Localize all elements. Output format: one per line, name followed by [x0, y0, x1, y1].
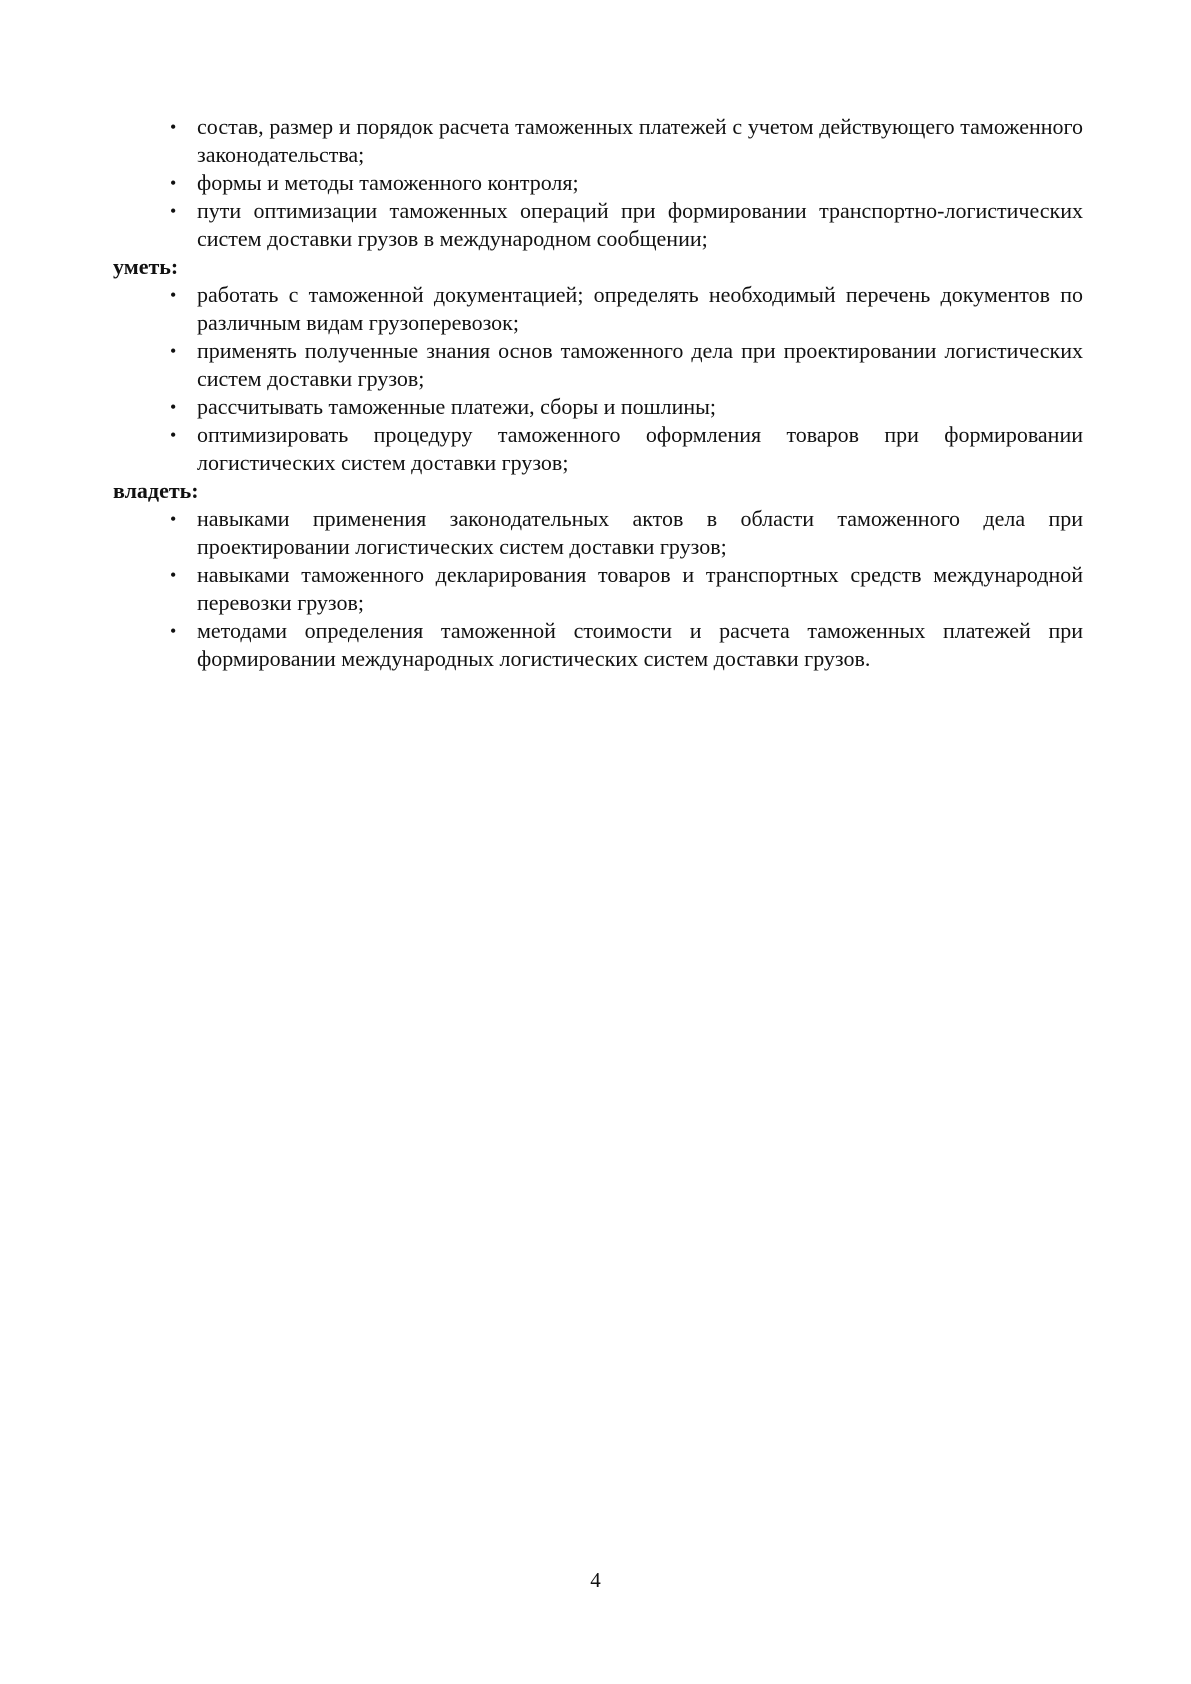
list-item	[170, 617, 1083, 673]
list-item-text: формы и методы таможенного контроля;	[197, 170, 579, 195]
bullet-icon: •	[170, 117, 177, 137]
list-item	[170, 393, 1083, 421]
bullet-icon: •	[170, 565, 177, 585]
list-item	[170, 505, 1083, 561]
list-item	[170, 113, 1083, 169]
list-item-text: навыками применения законодательных актов в области таможенного дела при проектировании логистических систем доставки грузов;	[197, 506, 1083, 559]
section-skills	[113, 253, 1083, 477]
abilities-list	[113, 505, 1083, 673]
section-heading-skills: уметь:	[113, 254, 179, 279]
bullet-icon: •	[170, 509, 177, 529]
list-item-text: состав, размер и порядок расчета таможенных платежей с учетом действующего таможенного законодательства;	[197, 114, 1083, 167]
bullet-icon: •	[170, 425, 177, 445]
bullet-icon: •	[170, 201, 177, 221]
list-item	[170, 421, 1083, 477]
knowledge-list	[113, 113, 1083, 253]
list-item-text: методами определения таможенной стоимости и расчета таможенных платежей при формировании международных логистических систем доставки грузов.	[197, 618, 1083, 671]
list-item-text: навыками таможенного декларирования товаров и транспортных средств международной перевозки грузов;	[197, 562, 1083, 615]
list-item	[170, 169, 1083, 197]
list-item-text: применять полученные знания основ таможенного дела при проектировании логистических систем доставки грузов;	[197, 338, 1083, 391]
bullet-icon: •	[170, 285, 177, 305]
bullet-icon: •	[170, 621, 177, 641]
list-item-text: рассчитывать таможенные платежи, сборы и пошлины;	[197, 394, 717, 419]
bullet-icon: •	[170, 341, 177, 361]
list-item-text: пути оптимизации таможенных операций при формировании транспортно-логистических систем доставки грузов в международном сообщении;	[197, 198, 1083, 251]
list-item-text: работать с таможенной документацией; определять необходимый перечень документов по различным видам грузоперевозок;	[197, 282, 1083, 335]
list-item	[170, 281, 1083, 337]
bullet-icon: •	[170, 173, 177, 193]
document-body	[113, 113, 1083, 673]
list-item-text: оптимизировать процедуру таможенного оформления товаров при формировании логистических систем доставки грузов;	[197, 422, 1083, 475]
skills-list	[113, 281, 1083, 477]
section-abilities	[113, 477, 1083, 673]
list-item	[170, 197, 1083, 253]
bullet-icon: •	[170, 397, 177, 417]
list-item	[170, 337, 1083, 393]
section-heading-abilities: владеть:	[113, 478, 199, 503]
page-number: 4	[590, 1568, 601, 1592]
list-item	[170, 561, 1083, 617]
